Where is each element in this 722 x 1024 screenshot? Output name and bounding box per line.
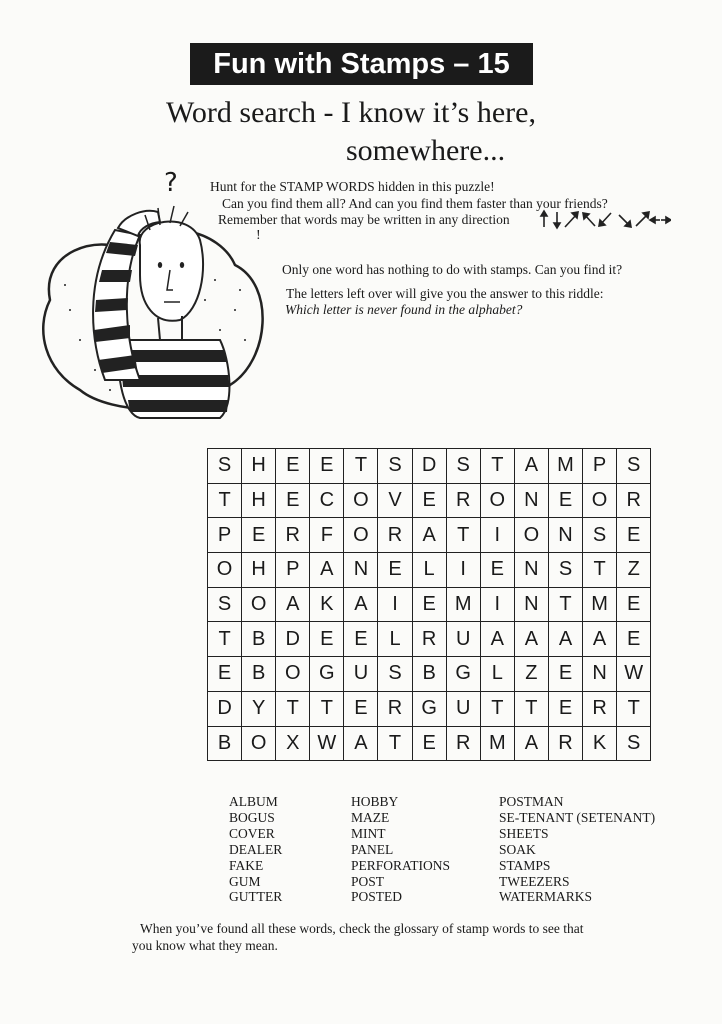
grid-cell: H — [242, 484, 276, 519]
grid-cell: R — [378, 692, 412, 727]
grid-cell: E — [310, 622, 344, 657]
grid-cell: R — [413, 622, 447, 657]
grid-cell: P — [208, 518, 242, 553]
grid-cell: N — [515, 588, 549, 623]
word-list-item: FAKE — [229, 857, 264, 873]
grid-cell: I — [378, 588, 412, 623]
grid-cell: D — [208, 692, 242, 727]
grid-cell: U — [447, 622, 481, 657]
grid-cell: E — [276, 484, 310, 519]
grid-cell: H — [242, 449, 276, 484]
grid-cell: R — [276, 518, 310, 553]
grid-cell: E — [617, 588, 651, 623]
grid-cell: U — [447, 692, 481, 727]
grid-cell: T — [276, 692, 310, 727]
grid-cell: O — [242, 588, 276, 623]
grid-cell: A — [413, 518, 447, 553]
grid-cell: L — [378, 622, 412, 657]
word-list-item: PANEL — [351, 841, 394, 857]
word-list-item: POST — [351, 873, 385, 889]
grid-cell: S — [583, 518, 617, 553]
grid-cell: Z — [617, 553, 651, 588]
grid-cell: E — [413, 484, 447, 519]
grid-cell: T — [583, 553, 617, 588]
grid-cell: R — [378, 518, 412, 553]
grid-cell: R — [447, 727, 481, 762]
grid-cell: T — [208, 622, 242, 657]
grid-cell: N — [583, 657, 617, 692]
word-list-item: DEALER — [229, 841, 283, 857]
grid-cell: A — [515, 449, 549, 484]
grid-cell: E — [413, 588, 447, 623]
word-list-item: GUTTER — [229, 889, 283, 905]
grid-cell: T — [447, 518, 481, 553]
grid-cell: L — [413, 553, 447, 588]
grid-cell: T — [481, 692, 515, 727]
word-list-item: STAMPS — [499, 857, 551, 873]
grid-cell: D — [276, 622, 310, 657]
page-title — [190, 43, 533, 85]
grid-cell: E — [549, 692, 583, 727]
grid-cell: E — [276, 449, 310, 484]
grid-cell: A — [344, 588, 378, 623]
grid-cell: E — [310, 449, 344, 484]
grid-cell: R — [447, 484, 481, 519]
grid-cell: T — [310, 692, 344, 727]
grid-cell: H — [242, 553, 276, 588]
grid-cell: I — [481, 518, 515, 553]
word-list-item: POSTMAN — [499, 794, 564, 809]
grid-cell: E — [549, 657, 583, 692]
word-list-item: ALBUM — [229, 794, 278, 809]
grid-cell: Y — [242, 692, 276, 727]
word-list-item: GUM — [229, 873, 261, 889]
grid-cell: C — [310, 484, 344, 519]
grid-cell: P — [583, 449, 617, 484]
grid-cell: O — [242, 727, 276, 762]
word-list-item: HOBBY — [351, 794, 399, 809]
grid-cell: T — [344, 449, 378, 484]
instruction-exclamation: ! — [256, 228, 261, 243]
word-list-item: SOAK — [499, 841, 536, 857]
grid-cell: T — [549, 588, 583, 623]
grid-cell: W — [310, 727, 344, 762]
subtitle-line-2: somewhere... — [346, 134, 506, 167]
grid-cell: U — [344, 657, 378, 692]
grid-cell: O — [583, 484, 617, 519]
grid-cell: E — [344, 692, 378, 727]
grid-cell: E — [208, 657, 242, 692]
grid-cell: V — [378, 484, 412, 519]
grid-cell: M — [447, 588, 481, 623]
grid-cell: N — [549, 518, 583, 553]
grid-cell: O — [481, 484, 515, 519]
grid-cell: N — [515, 484, 549, 519]
grid-cell: P — [276, 553, 310, 588]
word-list-item: POSTED — [351, 889, 403, 905]
grid-cell: K — [310, 588, 344, 623]
word-list-item: WATERMARKS — [499, 889, 593, 905]
grid-cell: T — [515, 692, 549, 727]
word-list-column-3 — [499, 794, 655, 905]
grid-cell: S — [617, 727, 651, 762]
word-list-item: BOGUS — [229, 809, 275, 825]
direction-arrows-icon — [539, 208, 671, 230]
instruction-directions: Remember that words may be written in any direction — [218, 212, 510, 227]
word-list-item: TWEEZERS — [499, 873, 570, 889]
grid-cell: E — [617, 518, 651, 553]
grid-cell: E — [481, 553, 515, 588]
grid-cell: T — [481, 449, 515, 484]
grid-cell: M — [583, 588, 617, 623]
grid-cell: A — [276, 588, 310, 623]
grid-cell: A — [344, 727, 378, 762]
grid-cell: R — [549, 727, 583, 762]
word-list-item: MINT — [351, 825, 386, 841]
grid-cell: E — [242, 518, 276, 553]
word-list-item: COVER — [229, 825, 275, 841]
grid-cell: R — [583, 692, 617, 727]
grid-cell: A — [310, 553, 344, 588]
grid-cell: G — [447, 657, 481, 692]
grid-cell: A — [515, 622, 549, 657]
grid-cell: N — [344, 553, 378, 588]
grid-cell: L — [481, 657, 515, 692]
word-list-item: PERFORATIONS — [351, 857, 451, 873]
grid-cell: A — [583, 622, 617, 657]
grid-cell: E — [344, 622, 378, 657]
grid-cell: S — [208, 588, 242, 623]
grid-cell: G — [413, 692, 447, 727]
grid-cell: W — [617, 657, 651, 692]
grid-cell: X — [276, 727, 310, 762]
instruction-hunt: Hunt for the STAMP WORDS hidden in this puzzle! — [210, 179, 495, 194]
grid-cell: E — [617, 622, 651, 657]
grid-cell: T — [378, 727, 412, 762]
grid-cell: Z — [515, 657, 549, 692]
grid-cell: T — [208, 484, 242, 519]
word-list-column-1 — [229, 794, 282, 905]
grid-cell: A — [481, 622, 515, 657]
grid-cell: O — [344, 518, 378, 553]
grid-cell: S — [208, 449, 242, 484]
grid-cell: S — [549, 553, 583, 588]
word-list-item: MAZE — [351, 809, 390, 825]
grid-cell: B — [242, 657, 276, 692]
grid-cell: M — [549, 449, 583, 484]
grid-cell: I — [447, 553, 481, 588]
grid-cell: O — [515, 518, 549, 553]
grid-cell: E — [549, 484, 583, 519]
footer-line-2: you know what they mean. — [132, 938, 278, 953]
riddle-question: Which letter is never found in the alphabet? — [285, 302, 523, 317]
grid-cell: S — [447, 449, 481, 484]
grid-cell: A — [549, 622, 583, 657]
grid-cell: M — [481, 727, 515, 762]
grid-cell: E — [413, 727, 447, 762]
grid-cell: E — [378, 553, 412, 588]
grid-cell: K — [583, 727, 617, 762]
instruction-odd-one: Only one word has nothing to do with stamps. Can you find it? — [282, 262, 623, 277]
instruction-riddle-intro: The letters left over will give you the answer to this riddle: — [286, 286, 604, 301]
word-search-grid — [207, 448, 651, 761]
grid-cell: A — [515, 727, 549, 762]
question-mark: ? — [164, 168, 178, 198]
grid-cell: B — [413, 657, 447, 692]
grid-cell: O — [344, 484, 378, 519]
word-list-item: SE-TENANT (SETENANT) — [499, 809, 656, 825]
grid-cell: O — [208, 553, 242, 588]
grid-cell: I — [481, 588, 515, 623]
instruction-find-all: Can you find them all? And can you find them faster than your friends? — [222, 196, 608, 211]
grid-cell: G — [310, 657, 344, 692]
grid-cell: S — [617, 449, 651, 484]
footer-line-1: When you’ve found all these words, check the glossary of stamp words to see that — [140, 921, 584, 936]
subtitle-line-1: Word search - I know it’s here, — [166, 96, 536, 129]
grid-cell: B — [208, 727, 242, 762]
word-list-item: SHEETS — [499, 825, 549, 841]
grid-cell: N — [515, 553, 549, 588]
word-list-column-2 — [351, 794, 450, 905]
grid-cell: R — [617, 484, 651, 519]
grid-cell: T — [617, 692, 651, 727]
grid-cell: D — [413, 449, 447, 484]
page-title-text: Fun with Stamps – 15 — [213, 47, 510, 80]
grid-cell: B — [242, 622, 276, 657]
grid-cell: S — [378, 657, 412, 692]
grid-cell: F — [310, 518, 344, 553]
grid-cell: S — [378, 449, 412, 484]
grid-cell: O — [276, 657, 310, 692]
